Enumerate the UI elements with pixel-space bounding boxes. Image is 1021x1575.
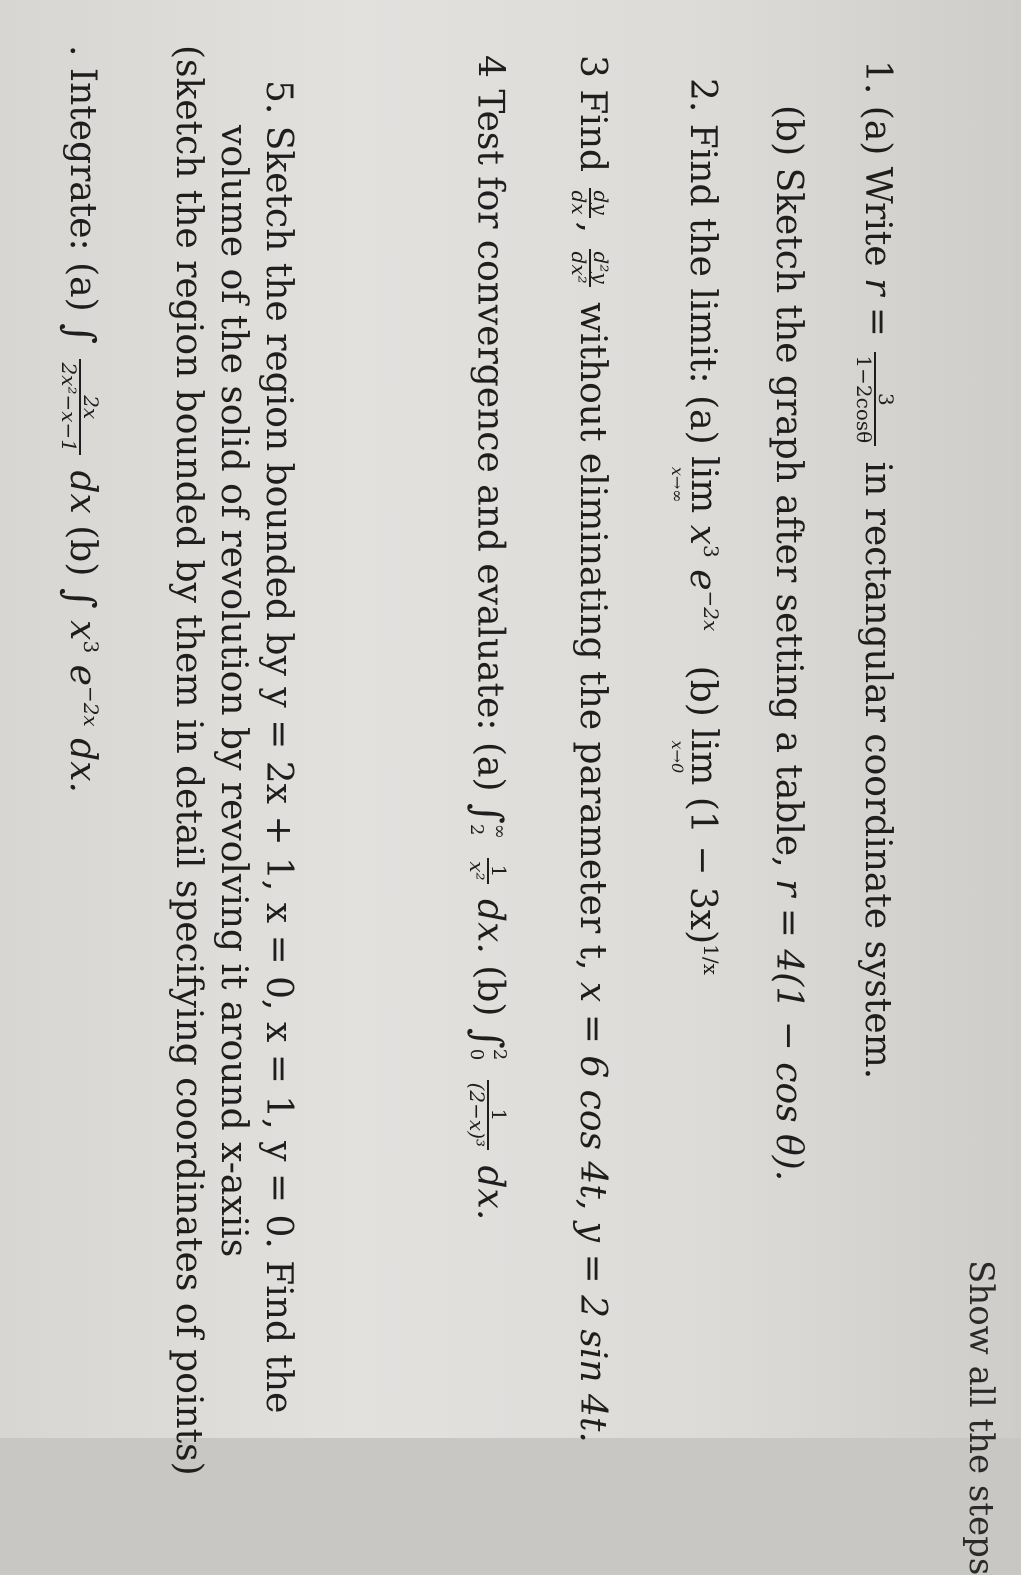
fraction-numerator: 1 [487, 1080, 509, 1150]
fraction-numerator: 3 [874, 352, 896, 446]
problem-6-prefix: . Integrate: (a) [62, 45, 103, 312]
problem-5-line2: volume of the solid of revolution by revolving it around x-axiis [213, 125, 254, 1258]
upper-limit: 2 [489, 1048, 510, 1061]
exponent: −2x [699, 590, 723, 632]
integral-sign: ∫ [464, 802, 511, 824]
header-text: Show all the steps [961, 1260, 1001, 1575]
integral-limits [464, 1049, 511, 1060]
lower-limit: 0 [465, 1048, 487, 1061]
limit-a [668, 456, 724, 514]
problem-5-line1: 5. Sketch the region bounded by y = 2x + 1, x = 0, x = 1, y = 0. Find the [258, 80, 299, 1414]
var-r: r [857, 278, 898, 296]
exponent: 3 [79, 640, 103, 654]
problem-1b-equation: r = 4(1 − cos θ). [768, 879, 809, 1182]
differential: dx [62, 470, 103, 514]
integrand-a [59, 359, 101, 455]
upper-limit: ∞ [489, 823, 510, 839]
problem-3-equations: x = 6 cos 4t, y = 2 sin 4t. [572, 981, 613, 1443]
integral-sign: ∫ [57, 587, 103, 609]
fraction-numerator: 2x [79, 359, 101, 455]
expr-e: e [62, 664, 103, 686]
expr-e: e [682, 569, 723, 591]
problem-3 [569, 55, 611, 1443]
fraction-numerator: d²y [589, 249, 611, 287]
problem-1a-prefix: 1. (a) Write [857, 60, 898, 267]
lim-subscript: x→∞ [668, 466, 687, 503]
part-a-label: (a) [682, 395, 723, 445]
problem-1a [854, 60, 896, 1079]
problem-5-line3: (sketch the region bounded by them in detail specifying coordinates of points) [168, 45, 209, 1476]
differential: dx. [469, 1165, 511, 1221]
part-b-label: (b) [682, 665, 723, 717]
fraction-denominator: x² [464, 861, 489, 881]
problem-6 [59, 45, 101, 793]
problem-2 [668, 78, 724, 975]
problem-2-prefix: 2. Find the limit: [682, 78, 723, 384]
lim-subscript: x→0 [668, 740, 687, 774]
part-b-label: (b) [469, 965, 511, 1017]
problem-1b [768, 105, 809, 1182]
expr-x: x [62, 620, 103, 641]
fraction-denominator: dx² [567, 251, 591, 284]
exponent: 1/x [699, 944, 723, 975]
integrand-b [464, 1080, 511, 1150]
integrand-a [464, 858, 511, 883]
integral-sign: ∫ [464, 1027, 511, 1049]
part-b-label: (b) [62, 525, 103, 577]
fraction-denominator: 2x²−x−1 [57, 362, 81, 452]
integral-sign: ∫ [57, 323, 103, 344]
limit-b [668, 728, 724, 786]
problem-3-text: without eliminating the parameter t, [572, 302, 613, 971]
exponent: 3 [699, 545, 723, 558]
exponent: −2x [79, 685, 103, 727]
comma: , [572, 221, 613, 234]
equals: = [857, 306, 898, 337]
fraction [854, 352, 896, 446]
expr-b: (1 − 3x) [682, 796, 723, 945]
differential: dx. [469, 899, 511, 954]
fraction-denominator: 1−2cosθ [852, 355, 876, 444]
expr-x: x [682, 524, 723, 546]
fraction-numerator: dy [589, 188, 611, 218]
fraction-numerator: 1 [487, 858, 509, 883]
problem-3-prefix: 3 Find [572, 55, 613, 173]
derivative-1 [569, 188, 611, 218]
integral-limits [464, 824, 511, 839]
lim-word: lim [683, 728, 724, 786]
fraction-denominator: dx [567, 190, 591, 215]
differential: dx. [62, 738, 103, 793]
lim-word: lim [683, 456, 724, 514]
derivative-2 [569, 249, 611, 287]
problem-4-prefix: 4 Test for convergence and evaluate: (a) [469, 55, 511, 792]
problem-1a-suffix: in rectangular coordinate system. [857, 461, 898, 1080]
lower-limit: 2 [465, 823, 487, 836]
fraction-denominator: (2−x)³ [464, 1082, 489, 1148]
problem-1b-text: (b) Sketch the graph after setting a table, [768, 105, 809, 868]
problem-4 [464, 55, 511, 1220]
